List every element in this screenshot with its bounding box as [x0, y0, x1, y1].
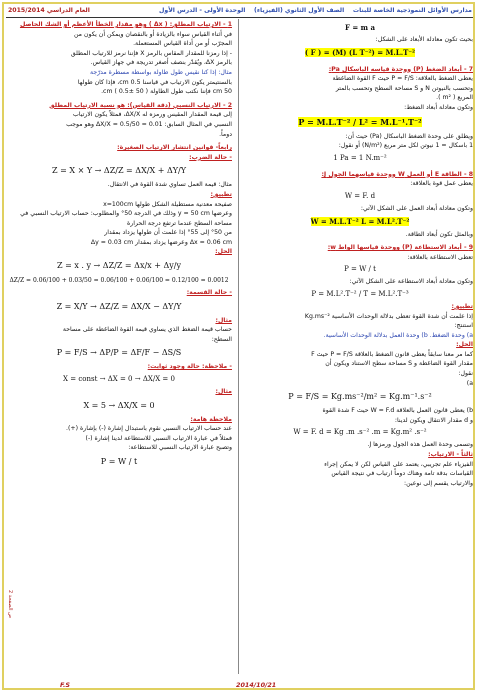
text-line: Δx = 0.06 cm وعرضها يزداد بمقدار Δy = 0.03 cm [90, 238, 232, 246]
example-heading: مثال: [215, 316, 232, 324]
text-line: وتسمى وحدة العمل هذه الجول ورمزها J. [367, 441, 473, 449]
application-heading: تطبيق: [451, 302, 473, 310]
text-line: دوماً. [219, 130, 232, 138]
section-heading-relative-error: 2 - الارتياب النسبي (دقة القياس): هو نسبة الارتياب المطلق [49, 101, 232, 109]
footer-initials: F.S [60, 681, 70, 689]
power-dimension-equation: P = M.L².T⁻² / T = M.L².T⁻³ [311, 289, 409, 298]
important-note-heading: ملاحظة هامة: [190, 415, 232, 423]
text-line: القياسات بدقة تامة وهناك دوماً ارتياب في نتيجة القياس [331, 470, 473, 478]
text-line: وتصبح عبارة الارتياب النسبي للاستطاعة: [128, 444, 232, 452]
work-unit-equation: W = F. d = Kg .m .s⁻² .m = Kg.m² .s⁻² [293, 428, 427, 437]
header-school: مدارس الأوائل النموذجية الخاصة للبنات [352, 7, 472, 14]
text-line: 50 cm فإننا نكتب طول الطاولة ( 50 ±0.5 ) cm. [101, 88, 232, 96]
text-line: والارتياب يقسم إلى نوعين: [404, 479, 473, 487]
header-unit: الوحدة الأولى - الدرس الأول [158, 7, 246, 14]
pressure-unit-equation: P = F/S = Kg.ms⁻²/m² = Kg.m⁻¹.s⁻² [288, 392, 432, 402]
text-line: إذا علمت أن شدة القوة تعطى بدلالة الوحدات الأساسية Kg.ms⁻² [304, 312, 473, 320]
text-line: يعطى عمل قوة بالعلاقة: [410, 180, 473, 188]
left-column [6, 20, 232, 672]
text-line: وتكون معادلة أبعاد العمل على الشكل الآتي: [360, 204, 473, 212]
right-column [247, 20, 473, 672]
text-line: 1 باسكال = 1 نيوتن لكل متر مربع (N/m²) أو نقول: [338, 142, 473, 150]
section-heading-pressure: 7 - أبعاد الضغط (P) ووحدة قياسه الباسكال Pa: [328, 65, 473, 73]
text-line: من 50° إلى 55° إذا علمت أن طولها يزداد بمقدار [104, 229, 232, 237]
area-error-equation: Z = x . y → ΔZ/Z = Δx/x + Δy/y [57, 261, 181, 271]
work-dimension-equation: W = M.L.T⁻² L = M.L².T⁻² [310, 216, 410, 226]
solution-heading: الحل: [456, 341, 473, 349]
section-heading-absolute-error: 1 - الارتياب المطلق: ( Δx ) وهو مقدار الخطأ الأعظم أو الشك الحاصل [19, 21, 232, 28]
text-line: وعرضها y = 50 cm وذلك في الدرجة 50° والمطلوب: حساب الارتياب النسبي في [20, 210, 232, 218]
text-line: النسبي في المثال السابق: 0.01 = 0.5/50 = ΔX/X وهو موجب [66, 120, 232, 128]
subheading-division: - حالة القسمة: [186, 289, 232, 297]
force-equation: F = m a [344, 23, 376, 32]
footer-date: 2014/10/21 [236, 681, 277, 689]
text-line: المجرّب أو من أداة القياس المستعملة. [133, 40, 232, 48]
text-line: استنتج: [454, 322, 473, 330]
force-dimension-equation: ( F ) = (M) (L T⁻²) = M.L.T⁻² [304, 47, 416, 57]
constant-example-equation: X = 5 → ΔX/X = 0 [83, 400, 155, 410]
work-equation: W = F. d [344, 191, 376, 200]
page-number-side-label: ص الصفحة 2 [7, 590, 13, 619]
header-divider [6, 17, 473, 18]
text-line: مثال: إذا كنا نقيس طول طاولة بواسطة مسطرة مدرّجة [90, 68, 232, 76]
pressure-error-equation: P = F/S → ΔP/P = ΔF/F − ΔS/S [56, 348, 182, 358]
header-year: العام الدراسي 2015/2014 [8, 7, 90, 14]
text-line: وتكون معادلة أبعاد الضغط: [404, 103, 473, 111]
text-line: عند حساب الارتياب النسبي نقوم باستبدال إشارة (-) بإشارة (+). [66, 425, 232, 433]
text-line: إلى قيمة المقدار المقيس ورمزه له ΔX/X، فمثلاً يكون الارتياب [73, 111, 232, 119]
pressure-dimension-equation: P = M.L.T⁻² / L² = M.L⁻¹.T⁻² [298, 116, 422, 127]
division-rule-equation: Z = X/Y → ΔZ/Z = ΔX/X − ΔY/Y [56, 301, 182, 311]
text-line: السطح: [211, 335, 232, 343]
text-line: ويطلق على وحدة الضغط الباسكال (Pa) حيث أن: [345, 132, 473, 140]
product-rule-equation: Z = X × Y → ΔZ/Z = ΔX/X + ΔY/Y [52, 166, 186, 176]
column-divider [238, 19, 239, 674]
text-line: وبالمثل تكون أبعاد الطاقة. [405, 230, 473, 238]
text-line: نقول: [458, 370, 473, 378]
section-heading-propagation: رابعاً- قوانين انتشار الارتياب الصغيرة: [117, 144, 232, 152]
power-equation: P = W / t [344, 265, 376, 274]
text-line: حساب قيمة الضغط الذي يساوي قيمة القوة الضاغطة على مساحة [62, 326, 232, 334]
application-heading: تطبيق: [210, 190, 232, 198]
section-heading-energy: 8 - الطاقة E أو العمل W ووحدة قياسهما الجول J: [321, 170, 473, 178]
text-line: فمثلاً في عبارة الارتياب النسبي للاستطاعة لدينا إشارة (-) [85, 434, 232, 442]
text-line: بحيث تكون معادلة الأبعاد على الشكل: [375, 36, 473, 43]
text-line: مساحة السطح عندما ترتفع درجة الحرارة [126, 219, 232, 227]
text-line: بالرمز ΔX، ويُقدّر بنصف أصغر تدريجة في جهاز القياس. [90, 59, 232, 67]
text-line: a) [466, 379, 473, 387]
example-heading: مثال: [215, 388, 232, 396]
text-line: مقدار القوة الضاغطة و S مساحة سطح الاستناد ويكون أن [325, 360, 473, 368]
header-grade: الصف الأول الثانوي (الفيزياء) [254, 7, 345, 14]
text-line: يعطى الضغط بالعلاقة: P = F/S حيث F القوة الضاغطة [332, 75, 473, 83]
power-formula-equation: P = W / t [100, 457, 138, 466]
text-line: المربع ( m² ). [436, 94, 473, 102]
text-line: وتحسب بالنيوتن N و S مساحة السطح وتحسب بالمتر [335, 84, 473, 92]
pascal-definition: 1 Pa = 1 N.m⁻² [333, 153, 387, 162]
text-line: a) وحدة الضغط. b) وحدة العمل بدلالة الوحدات الأساسية. [323, 331, 473, 339]
text-line: - إذا رمزنا للمقدار المقاس بالرمز X فإننا نرمز للارتياب المطلق [70, 49, 232, 57]
text-line: في أثناء القياس سواء بالزيادة أو بالنقصان ويمكن أن يكون من [73, 30, 232, 38]
header-school-grade [159, 4, 472, 17]
text-line: تعطى الاستطاعة بالعلاقة: [407, 253, 473, 261]
note-constants-heading: - ملاحظة: حالة وجود ثوابت: [147, 363, 232, 371]
text-line: كما مر معنا سابقاً يعطى قانون الضغط بالعلاقة P = F/S حيث F [311, 350, 473, 358]
text-line: الفيزياء علم تجريبي، يعتمد على القياس لكن لا يمكن إجراء [324, 460, 473, 468]
text-line: وتكون معادلة أبعاد الاستطاعة على الشكل الآتي: [349, 278, 473, 286]
subheading-product: - حالة الضرب: [189, 153, 232, 161]
text-line: b) يعطى قانون العمل بالعلاقة W = F.d حيث F شدة القوة [322, 407, 473, 415]
text-line: بالسنتيمتر يكون الارتياب في قياسنا 0.5 cm، فإذا كان طولها [77, 78, 232, 86]
solution-heading: الحل: [215, 248, 232, 256]
text-line: مثال: قيمة العمل تساوي شدة القوة في الانتقال. [107, 181, 232, 189]
section-heading-power: 9 - أبعاد الاستطاعة (P) ووحدة قياسها الواط w: [327, 244, 473, 252]
section-heading-uncertainty: ثالثاً - الارتياب: [428, 451, 473, 459]
text-line: و d مقدار الانتقال ويكون لدينا: [394, 416, 473, 424]
text-line: صفيحة معدنية مستطيلة الشكل طولها x=100cm [103, 200, 232, 208]
area-error-calculation: ΔZ/Z = 0.06/100 + 0.03/50 = 0.06/100 + 0.06/100 = 0.12/100 = 0.0012 [9, 277, 229, 285]
constant-rule-equation: X = const → ΔX = 0 → ΔX/X = 0 [63, 375, 175, 384]
